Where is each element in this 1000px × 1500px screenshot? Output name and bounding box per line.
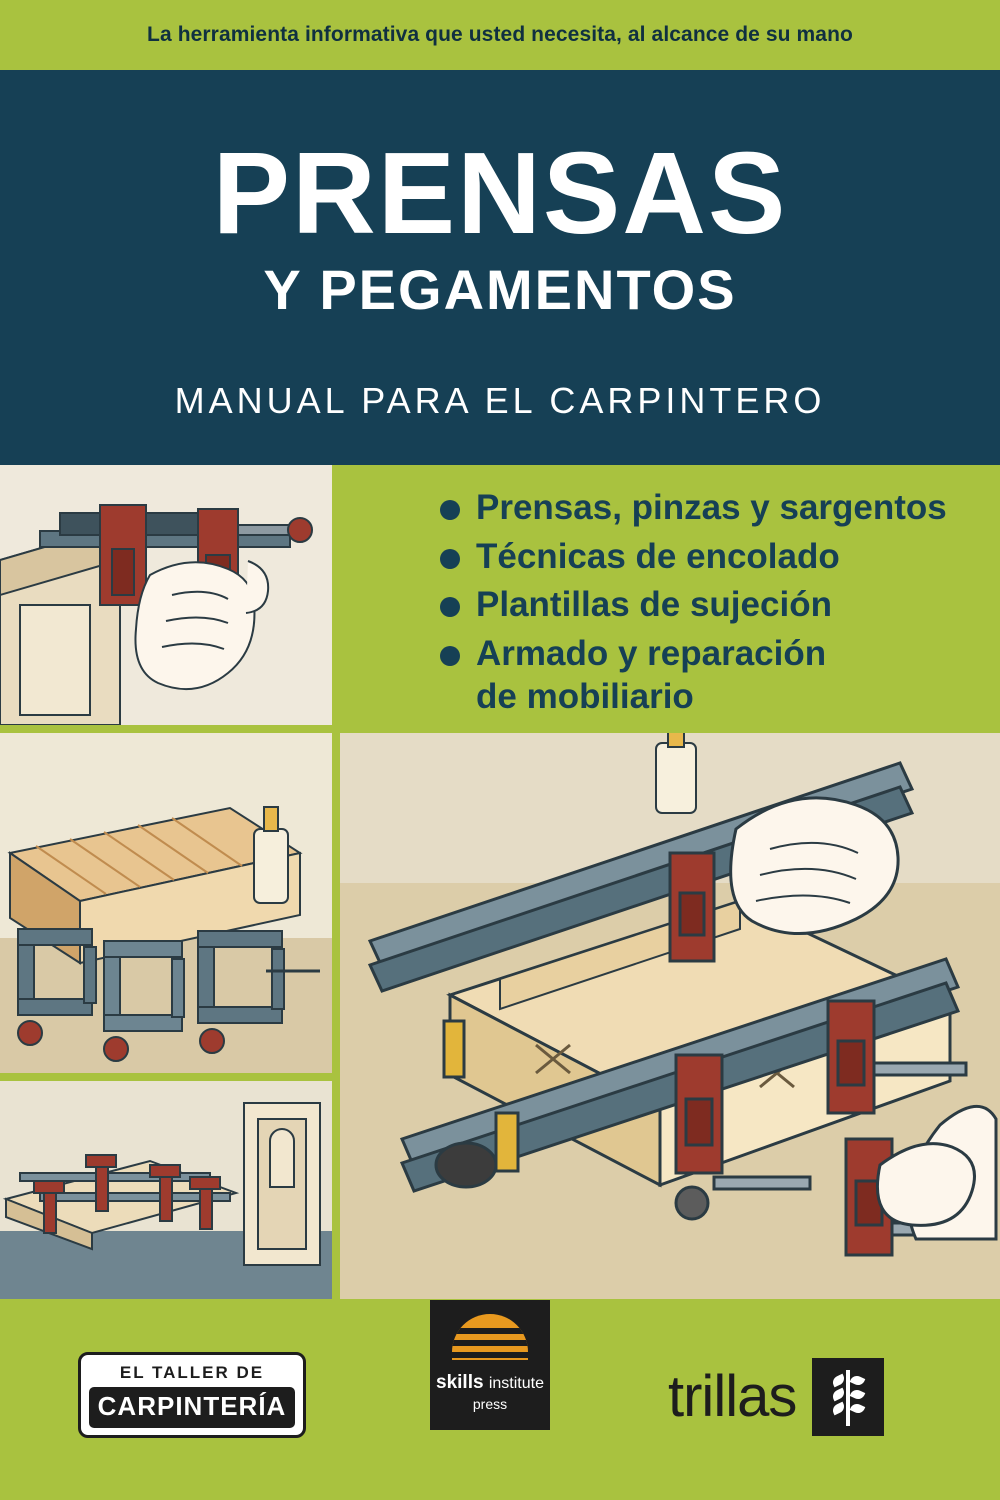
feature-list bbox=[440, 487, 980, 724]
series-logo-line1: EL TALLER DE bbox=[119, 1363, 265, 1382]
tagline-text: La herramienta informativa que usted necesita, al alcance de su mano bbox=[147, 23, 853, 46]
list-item-label: Técnicas de encolado bbox=[476, 536, 840, 576]
tagline-band bbox=[0, 0, 1000, 70]
list-item-label: Prensas, pinzas y sargentos bbox=[476, 488, 947, 527]
illustration-hand-clamp bbox=[0, 465, 332, 725]
photo-panel-glue-up bbox=[0, 733, 332, 1073]
list-item-label: Armado y reparación bbox=[476, 634, 827, 674]
photo-panel-door-frame bbox=[0, 1081, 332, 1299]
list-item bbox=[440, 487, 980, 530]
page-subtitle: Y PEGAMENTOS bbox=[263, 258, 737, 321]
publisher-name: trillas bbox=[668, 1364, 797, 1429]
series-line: MANUAL PARA EL CARPINTERO bbox=[174, 380, 826, 421]
series-logo-el-taller-de-carpinteria bbox=[78, 1352, 306, 1438]
bullet-dot-icon bbox=[440, 597, 460, 617]
bullet-dot-icon bbox=[440, 549, 460, 569]
skills-word-bold: skills bbox=[436, 1372, 484, 1393]
illustration-glue-up bbox=[0, 733, 332, 1073]
photo-panel-hand-clamp bbox=[0, 465, 332, 725]
wheat-icon bbox=[812, 1358, 884, 1436]
illustration-door-frame bbox=[0, 1081, 332, 1299]
sunrise-icon bbox=[452, 1314, 528, 1360]
publisher-logo-trillas bbox=[668, 1358, 884, 1436]
photo-panel-box-assembly bbox=[340, 733, 1000, 1299]
list-item bbox=[440, 584, 980, 627]
skills-logo-press: press bbox=[472, 1396, 508, 1412]
illustration-box-assembly bbox=[340, 733, 1000, 1299]
series-logo-bar bbox=[89, 1387, 295, 1428]
skills-institute-press-logo bbox=[430, 1300, 550, 1430]
list-item bbox=[440, 536, 980, 579]
skills-logo-word bbox=[430, 1372, 550, 1394]
page-title: PRENSAS bbox=[212, 128, 788, 258]
list-item bbox=[440, 633, 980, 718]
list-item-label-second-line: de mobiliario bbox=[476, 676, 694, 716]
series-logo-line2: CARPINTERÍA bbox=[97, 1391, 287, 1421]
list-item-label: Plantillas de sujeción bbox=[476, 585, 832, 625]
bullet-dot-icon bbox=[440, 646, 460, 666]
skills-word-thin: institute bbox=[488, 1375, 544, 1392]
bullet-dot-icon bbox=[440, 500, 460, 520]
